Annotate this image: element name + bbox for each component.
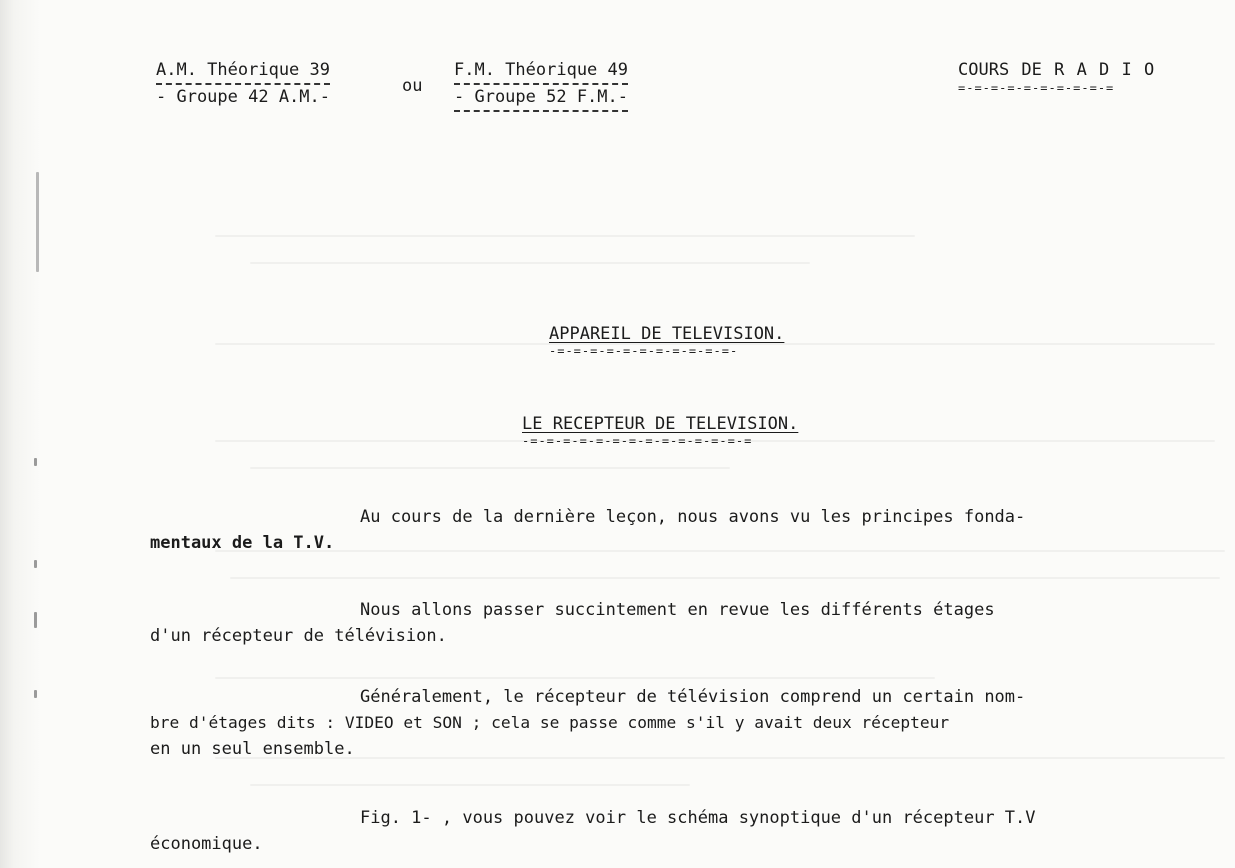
fm-group (454, 87, 628, 112)
fm-title-text: F.M. Théorique 49 (454, 60, 628, 80)
paragraph-2-line-1: Nous allons passer succintement en revue les différents étages (360, 600, 995, 620)
main-title-underline: -=-=-=-=-=-=-=-=-=-=-=- (549, 344, 739, 358)
bleed-through-line (230, 577, 1220, 579)
paragraph-3 (150, 684, 1230, 762)
binding-mark (34, 560, 37, 568)
paragraph-1 (150, 504, 1230, 556)
paragraph-3-line-3: en un seul ensemble. (150, 739, 355, 759)
bleed-through-line (215, 235, 915, 237)
fm-group-dashed-underline (454, 110, 628, 112)
am-title-text: A.M. Théorique 39 (156, 60, 330, 80)
paragraph-4-line-2: économique. (150, 834, 263, 854)
binding-mark (34, 612, 37, 628)
course-title: COURS DE R A D I O (958, 60, 1155, 80)
sub-title: LE RECEPTEUR DE TELEVISION. (522, 414, 799, 434)
sub-title-underline: -=-=-=-=-=-=-=-=-=-=-=-=-=-= (522, 434, 753, 448)
paragraph-3-line-1: Généralement, le récepteur de télévision comprend un certain nom- (360, 687, 1026, 707)
paragraph-3-line-2: bre d'étages dits : VIDEO et SON ; cela se passe comme s'il y avait deux récepteur (150, 713, 950, 732)
bleed-through-line (250, 262, 810, 264)
am-title-dashed-underline (156, 83, 330, 85)
header-connector: ou (402, 76, 423, 96)
bleed-through-line (250, 784, 690, 786)
paragraph-2-line-2: d'un récepteur de télévision. (150, 626, 447, 646)
binding-mark (36, 172, 39, 272)
fm-title-dashed-underline (454, 83, 628, 85)
course-title-underline: =-=-=-=-=-=-=-=-=-= (958, 81, 1115, 95)
paragraph-2 (150, 597, 1230, 649)
fm-title (454, 60, 628, 85)
binding-mark (34, 690, 37, 698)
bleed-through-line (250, 467, 730, 469)
paragraph-4-line-1: Fig. 1- , vous pouvez voir le schéma synoptique d'un récepteur T.V (360, 808, 1036, 828)
binding-mark (34, 458, 37, 466)
paragraph-1-line-2: mentaux de la T.V. (150, 533, 335, 553)
fm-group-text: - Groupe 52 F.M.- (454, 87, 628, 107)
main-title: APPAREIL DE TELEVISION. (549, 324, 785, 344)
paragraph-1-line-1: Au cours de la dernière leçon, nous avons vu les principes fonda- (360, 507, 1026, 527)
bleed-through-line (215, 677, 935, 679)
am-group: - Groupe 42 A.M.- (156, 87, 330, 107)
am-title (156, 60, 330, 85)
paragraph-4 (150, 805, 1230, 857)
